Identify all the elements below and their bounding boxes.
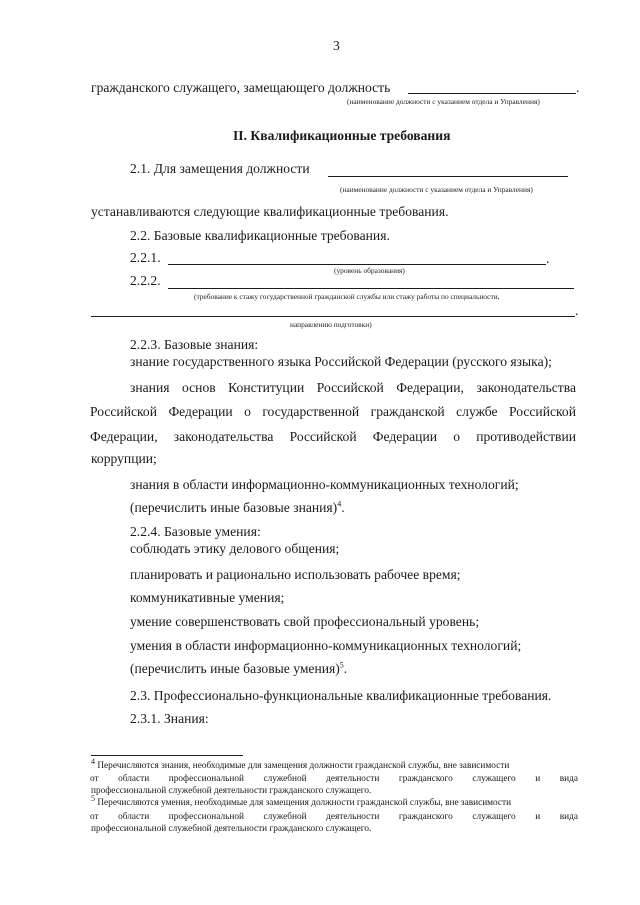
education-caption: (уровень образования) xyxy=(334,266,405,275)
skill-item-3: коммуникативные умения; xyxy=(130,590,285,605)
paragraph-2-1: 2.1. Для замещения должности xyxy=(130,161,310,176)
header-caption: (наименование должности с указанием отдела и Управления) xyxy=(347,97,540,106)
footnote-separator xyxy=(91,755,243,756)
experience-fill-line-2 xyxy=(91,316,575,317)
experience-end-mark: . xyxy=(575,303,579,318)
footnote-ref-4: 4 xyxy=(337,499,342,509)
header-end-mark: . xyxy=(576,80,580,95)
paragraph-2-2-4-heading: 2.2.4. Базовые умения: xyxy=(130,524,261,539)
education-fill-line xyxy=(168,264,546,265)
knowledge-item-1: знание государственного языка Российской Федерации (русского языка); xyxy=(130,354,552,369)
skill-item-1: соблюдать этику делового общения; xyxy=(130,541,340,556)
knowledge-item-4: (перечислить иные базовые знания)$^4$. xyxy=(130,499,345,515)
skill-item-2: планировать и рационально использовать рабочее время; xyxy=(130,567,461,582)
position-caption: (наименование должности с указанием отдела и Управления) xyxy=(340,185,533,194)
position-fill-line xyxy=(328,176,568,177)
paragraph-2-2-1-label: 2.2.1. xyxy=(130,250,161,265)
skill-item-6: (перечислить иные базовые умения)$^5$. xyxy=(130,660,348,676)
experience-fill-line xyxy=(168,288,574,289)
footnote-4-line-2: от области профессиональной служебной деятельности гражданского служащего и вида xyxy=(90,774,578,784)
footnote-5-line-2: от области профессиональной служебной деятельности гражданского служащего и вида xyxy=(90,812,578,822)
footnote-4-line-1: $^4$ Перечисляются знания, необходимые для замещения должности гражданской службы, вне зависимости xyxy=(91,756,510,771)
header-line-text: гражданского служащего, замещающего должность xyxy=(91,80,391,95)
knowledge-item-2-line-3: Федерации, законодательства Российской Федерации о противодействии xyxy=(90,429,576,444)
knowledge-item-2-line-1: знания основ Конституции Российской Федерации, законодательства xyxy=(130,380,576,395)
education-end-mark: . xyxy=(546,251,550,266)
experience-caption-1: (требование к стажу государственной гражданской службы или стажу работы по специальности, xyxy=(194,292,500,301)
experience-caption-2: направлению подготовки) xyxy=(290,320,372,329)
header-fill-line xyxy=(408,93,576,94)
footnote-5-line-3: профессиональной служебной деятельности гражданского служащего. xyxy=(91,824,372,834)
paragraph-2-3: 2.3. Профессионально-функциональные квалификационные требования. xyxy=(130,688,552,703)
page-number: 3 xyxy=(333,38,340,53)
paragraph-2-1-continuation: устанавливаются следующие квалификационные требования. xyxy=(91,204,449,219)
paragraph-2-2: 2.2. Базовые квалификационные требования. xyxy=(130,228,390,243)
footnote-5-line-1: $^5$ Перечисляются умения, необходимые для замещения должности гражданской службы, вне зависимости xyxy=(91,793,512,808)
paragraph-2-2-3-heading: 2.2.3. Базовые знания: xyxy=(130,337,259,352)
footnote-4-line-3: профессиональной служебной деятельности гражданского служащего. xyxy=(91,786,372,796)
skill-item-5: умения в области информационно-коммуникационных технологий; xyxy=(130,638,522,653)
paragraph-2-3-1: 2.3.1. Знания: xyxy=(130,711,209,726)
knowledge-item-2-line-4: коррупции; xyxy=(91,451,157,466)
section-title: II. Квалификационные требования xyxy=(233,128,451,143)
footnote-ref-5: 5 xyxy=(339,660,344,670)
knowledge-item-2-line-2: Российской Федерации о государственной гражданской службе Российской xyxy=(90,404,576,419)
paragraph-2-2-2-label: 2.2.2. xyxy=(130,273,161,288)
knowledge-item-3: знания в области информационно-коммуникационных технологий; xyxy=(130,477,519,492)
skill-item-4: умение совершенствовать свой профессиональный уровень; xyxy=(130,614,480,629)
